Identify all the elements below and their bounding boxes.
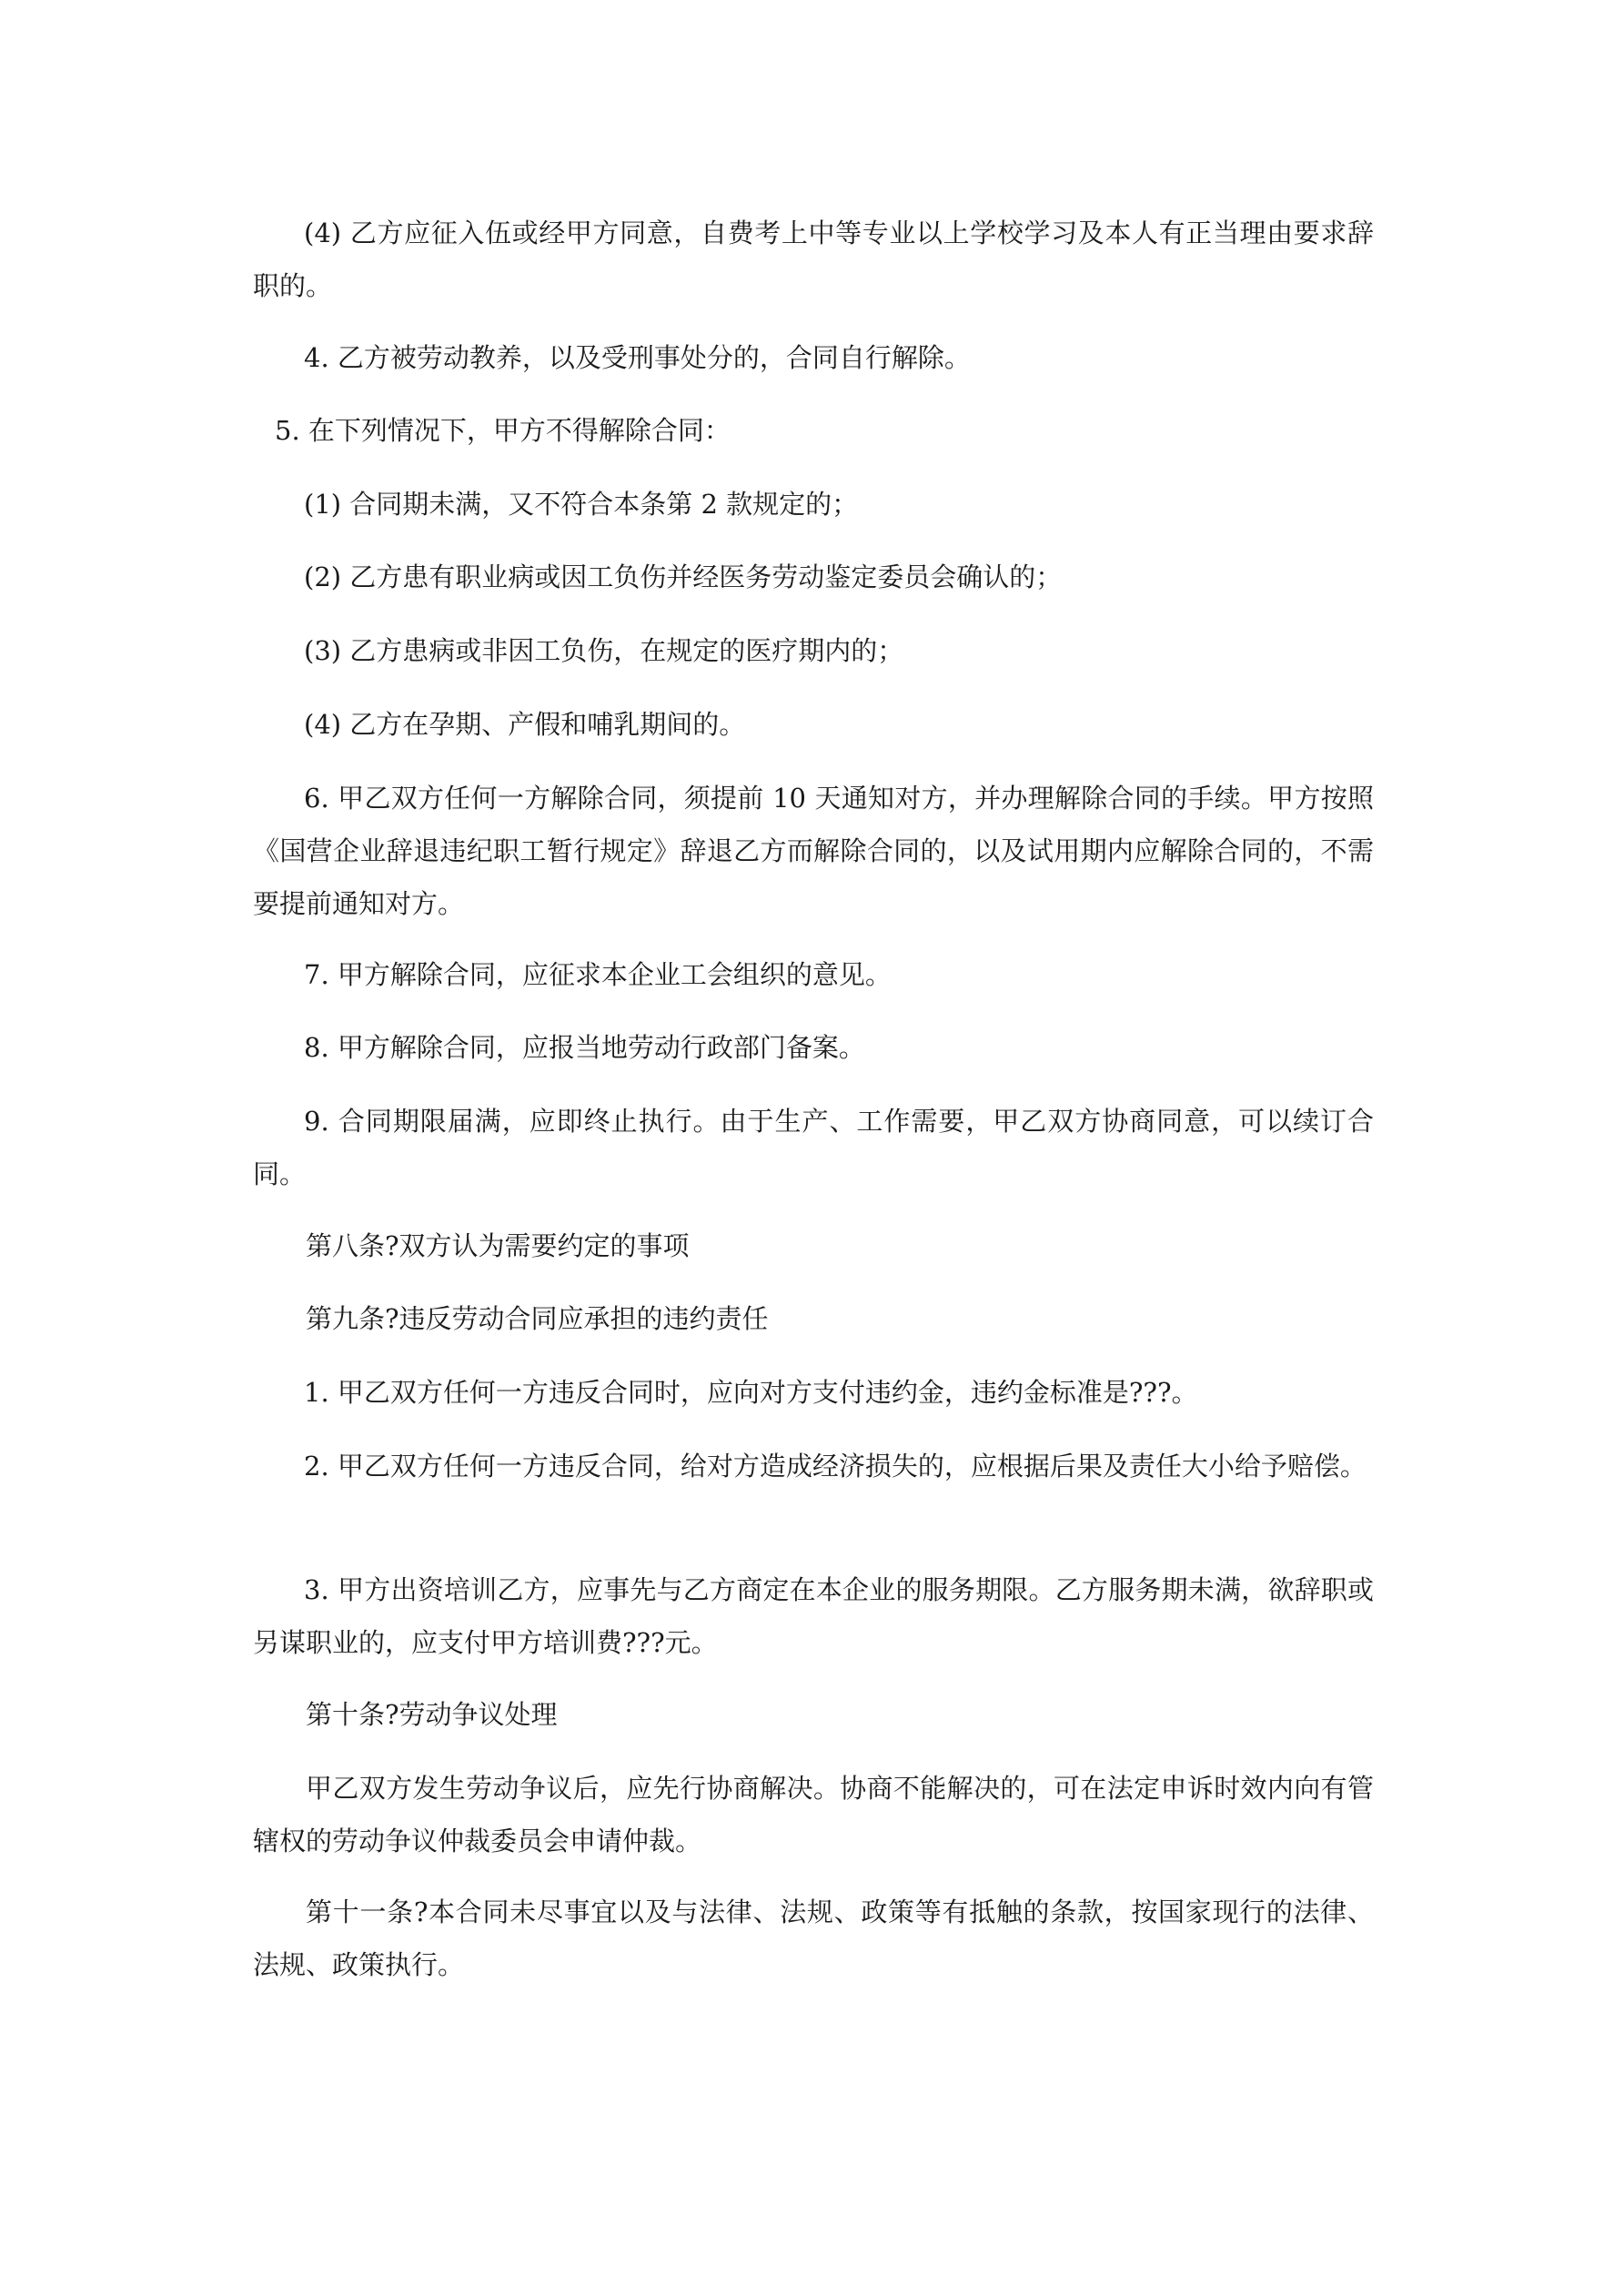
paragraph-4-enlistment-resignation: (4) 乙方应征入伍或经甲方同意，自费考上中等专业以上学校学习及本人有正当理由要求辞职的。	[253, 217, 1374, 301]
list-item-2-occupational-disease: (2) 乙方患有职业病或因工负伤并经医务劳动鉴定委员会确认的；	[304, 561, 1063, 592]
paragraph-2-compensation: 2. 甲乙双方任何一方违反合同，给对方造成经济损失的，应根据后果及责任大小给予赔偿。	[304, 1451, 1367, 1482]
article-10-heading: 第十条?劳动争议处理	[306, 1699, 558, 1730]
article-11-paragraph: 第十一条?本合同未尽事宜以及与法律、法规、政策等有抵触的条款，按国家现行的法律、法规、政策执行。	[253, 1896, 1374, 1980]
list-item-4-pregnancy: (4) 乙方在孕期、产假和哺乳期间的。	[304, 709, 746, 740]
paragraph-9-contract-expiry: 9. 合同期限届满，应即终止执行。由于生产、工作需要，甲乙双方协商同意，可以续订合同。	[253, 1106, 1374, 1189]
paragraph-5-no-termination-conditions: 5. 在下列情况下，甲方不得解除合同：	[275, 415, 731, 446]
paragraph-8-labor-dept-filing: 8. 甲方解除合同，应报当地劳动行政部门备案。	[304, 1032, 865, 1063]
article-9-heading: 第九条?违反劳动合同应承担的违约责任	[306, 1303, 769, 1334]
paragraph-3-training-fee: 3. 甲方出资培训乙方，应事先与乙方商定在本企业的服务期限。乙方服务期未满，欲辞职或另谋职业的，应支付甲方培训费???元。	[253, 1574, 1374, 1658]
list-item-3-medical-period: (3) 乙方患病或非因工负伤，在规定的医疗期内的；	[304, 635, 904, 666]
paragraph-1-penalty: 1. 甲乙双方任何一方违反合同时，应向对方支付违约金，违约金标准是???。	[304, 1377, 1198, 1408]
paragraph-6-notice-period: 6. 甲乙双方任何一方解除合同，须提前 10 天通知对方，并办理解除合同的手续。甲方按照《国营企业辞退违纪职工暂行规定》辞退乙方而解除合同的，以及试用期内应解除合同的，不需要提前通知对方。	[253, 783, 1374, 919]
article-8-heading: 第八条?双方认为需要约定的事项	[306, 1230, 690, 1261]
dispute-resolution-paragraph: 甲乙双方发生劳动争议后，应先行协商解决。协商不能解决的，可在法定申诉时效内向有管辖权的劳动争议仲裁委员会申请仲裁。	[253, 1773, 1374, 1856]
paragraph-7-union-opinion: 7. 甲方解除合同，应征求本企业工会组织的意见。	[304, 959, 892, 990]
list-item-1-contract-unexpired: (1) 合同期未满，又不符合本条第 2 款规定的；	[304, 489, 859, 520]
paragraph-4-reeducation-termination: 4. 乙方被劳动教养，以及受刑事处分的，合同自行解除。	[304, 342, 971, 373]
